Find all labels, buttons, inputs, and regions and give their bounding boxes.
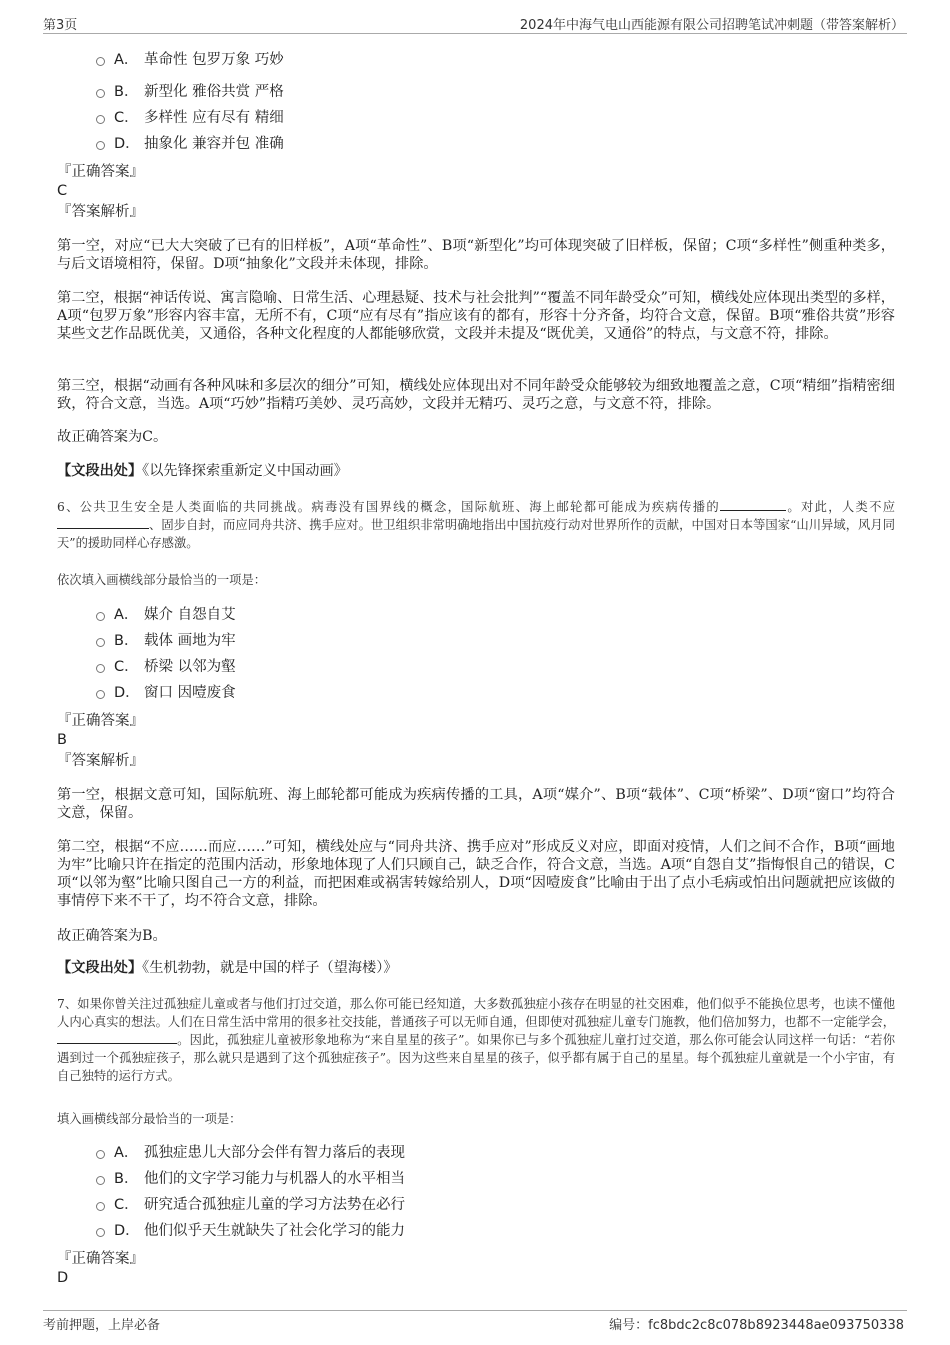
q5-answer-label: 『正确答案』 bbox=[57, 164, 144, 180]
q5-source: 【文段出处】《以先锋探索重新定义中国动画》 bbox=[57, 463, 348, 479]
q7-prompt: 填入画横线部分最恰当的一项是： bbox=[57, 1112, 242, 1126]
radio-icon[interactable] bbox=[96, 115, 105, 124]
q6-source: 【文段出处】《生机勃勃，就是中国的样子（望海楼）》 bbox=[57, 960, 398, 976]
q5-option-d[interactable]: D． 抽象化 兼容并包 准确 bbox=[96, 134, 284, 154]
q7-answer-label: 『正确答案』 bbox=[57, 1251, 144, 1267]
radio-icon[interactable] bbox=[96, 1228, 105, 1237]
q6-option-b[interactable]: B． 载体 画地为牢 bbox=[96, 631, 236, 651]
q5-analysis-para-2: 第二空，根据“神话传说、寓言隐喻、日常生活、心理悬疑、技术与社会批判”“覆盖不同年龄受众”可知，横线处应体现出类型的多样，A项“包罗万象”形容内容丰富，无所不有，C项“应有尽有”指应该有的都有，形容十分齐备，均符合文意，保留。B项“雅俗共赏”形容某些文艺作品既优美，又通俗，各种文化程度的人都能够欣赏，文段并未提及“既优美，又通俗”的特点，与文意不符，排除。 bbox=[57, 290, 895, 342]
fill-blank bbox=[57, 518, 149, 529]
footer-slogan: 考前押题，上岸必备 bbox=[43, 1318, 161, 1333]
q6-stem: 6、公共卫生安全是人类面临的共同挑战。病毒没有国界线的概念，国际航班、海上邮轮都可能成为疾病传播的 。对此，人类不应、固步自封，而应同舟共济、携手应对。世卫组织非常明确地指出中国抗疫行动对世界所作的贡献，中国对日本等国家“山川异域，风月同天”的援助同样心存感激。 bbox=[57, 500, 895, 550]
q7-option-d[interactable]: D． 他们似乎天生就缺失了社会化学习的能力 bbox=[96, 1221, 405, 1241]
q6-analysis-para-2: 第二空，根据“不应……而应……”可知，横线处应与“同舟共济、携手应对”形成反义对应，即面对疫情，人们之间不合作，B项“画地为牢”比喻只许在指定的范围内活动，形象地体现了人们只顾自己，缺乏合作，符合文意，当选。A项“自怨自艾”指悔恨自己的错误，C项“以邻为壑”比喻只图自己一方的利益，而把困难或祸害转嫁给别人，D项“因噎废食”比喻由于出了点小毛病或怕出问题就把应该做的事情停下来不干了，均不符合文意，排除。 bbox=[57, 839, 895, 909]
q7-option-b[interactable]: B． 他们的文字学习能力与机器人的水平相当 bbox=[96, 1169, 405, 1189]
q5-option-b[interactable]: B． 新型化 雅俗共赏 严格 bbox=[96, 82, 284, 102]
page-number: 第3页 bbox=[43, 18, 78, 33]
q6-answer-label: 『正确答案』 bbox=[57, 713, 144, 729]
footer-divider bbox=[43, 1310, 907, 1311]
fill-blank bbox=[57, 1033, 177, 1044]
radio-icon[interactable] bbox=[96, 57, 105, 66]
radio-icon[interactable] bbox=[96, 1202, 105, 1211]
document-title: 2024年中海气电山西能源有限公司招聘笔试冲刺题（带答案解析） bbox=[519, 18, 904, 33]
radio-icon[interactable] bbox=[96, 638, 105, 647]
q6-answer: B bbox=[57, 732, 67, 748]
q5-option-a[interactable]: A． 革命性 包罗万象 巧妙 bbox=[96, 50, 284, 70]
q7-answer: D bbox=[57, 1270, 69, 1286]
q5-analysis-para-3: 第三空，根据“动画有各种风味和多层次的细分”可知，横线处应体现出对不同年龄受众能够较为细致地覆盖之意，C项“精细”指精密细致，符合文意，当选。A项“巧妙”指精巧美妙、灵巧高妙，文段并无精巧、灵巧之意，与文意不符，排除。 bbox=[57, 378, 895, 412]
document-id: 编号：fc8bdc2c8c078b8923448ae093750338 bbox=[609, 1318, 904, 1333]
radio-icon[interactable] bbox=[96, 89, 105, 98]
q6-prompt: 依次填入画横线部分最恰当的一项是： bbox=[57, 573, 267, 587]
q6-option-a[interactable]: A． 媒介 自怨自艾 bbox=[96, 605, 236, 625]
q5-analysis-para-1: 第一空，对应“已大大突破了已有的旧样板”，A项“革命性”、B项“新型化”均可体现突破了旧样板，保留；C项“多样性”侧重种类多，与后文语境相符，保留。D项“抽象化”文段并未体现，排除。 bbox=[57, 238, 895, 272]
radio-icon[interactable] bbox=[96, 1150, 105, 1159]
radio-icon[interactable] bbox=[96, 664, 105, 673]
radio-icon[interactable] bbox=[96, 1176, 105, 1185]
q7-stem: 7、如果你曾关注过孤独症儿童或者与他们打过交道，那么你可能已经知道，大多数孤独症小孩存在明显的社交困难，他们似乎不能换位思考，也读不懂他人内心真实的想法。人们在日常生活中常用的很多社交技能，普通孩子可以无师自通，但即使对孤独症儿童专门施教，他们倍加努力，也都不一定能学会，。因此，孤独症儿童被形象地称为“来自星星的孩子”。如果你已与多个孤独症儿童打过交道，那么你可能会认同这样一句话：“若你遇到过一个孤独症孩子，那么就只是遇到了这个孤独症孩子”。因为这些来自星星的孩子，似乎都有属于自己的星星。每个孤独症儿童就是一个小宇宙，有自己独特的运行方式。 bbox=[57, 997, 895, 1083]
radio-icon[interactable] bbox=[96, 141, 105, 150]
fill-blank bbox=[720, 500, 786, 511]
q6-option-c[interactable]: C． 桥梁 以邻为壑 bbox=[96, 657, 236, 677]
q7-option-a[interactable]: A． 孤独症患儿大部分会伴有智力落后的表现 bbox=[96, 1143, 405, 1163]
header-divider bbox=[43, 33, 907, 34]
q6-analysis-para-1: 第一空，根据文意可知，国际航班、海上邮轮都可能成为疾病传播的工具，A项“媒介”、B项“载体”、C项“桥梁”、D项“窗口”均符合文意，保留。 bbox=[57, 787, 895, 821]
q5-analysis-conclusion: 故正确答案为C。 bbox=[57, 429, 168, 445]
q5-analysis-label: 『答案解析』 bbox=[57, 204, 144, 220]
q7-option-c[interactable]: C． 研究适合孤独症儿童的学习方法势在必行 bbox=[96, 1195, 405, 1215]
radio-icon[interactable] bbox=[96, 612, 105, 621]
q5-option-c[interactable]: C． 多样性 应有尽有 精细 bbox=[96, 108, 284, 128]
q5-answer: C bbox=[57, 183, 68, 199]
q6-analysis-conclusion: 故正确答案为B。 bbox=[57, 928, 167, 944]
q6-option-d[interactable]: D． 窗口 因噎废食 bbox=[96, 683, 236, 703]
q6-analysis-label: 『答案解析』 bbox=[57, 753, 144, 769]
radio-icon[interactable] bbox=[96, 690, 105, 699]
